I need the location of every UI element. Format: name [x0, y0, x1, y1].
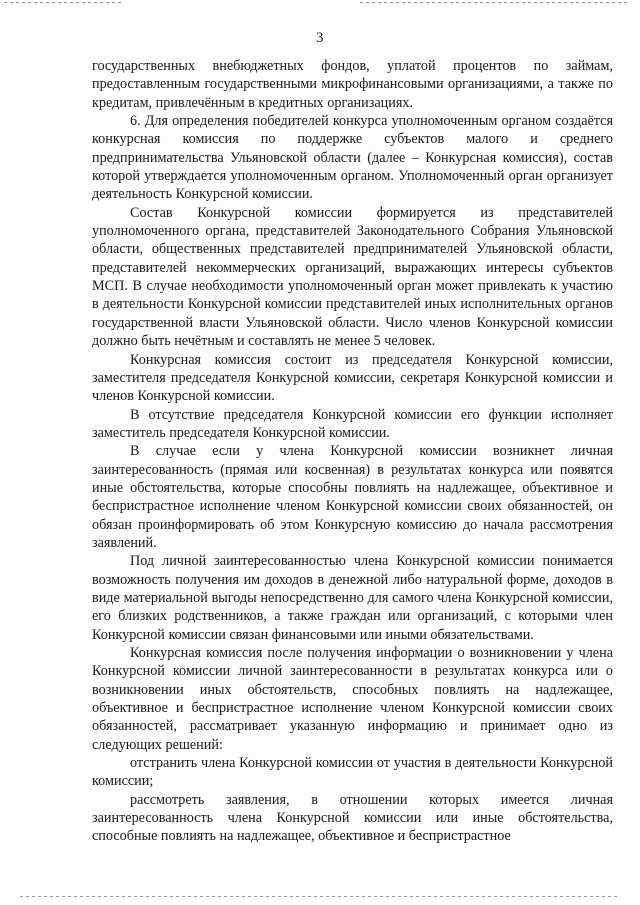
- paragraph: В отсутствие председателя Конкурсной комиссии его функции исполняет заместитель председателя Конкурсной комиссии.: [92, 406, 613, 441]
- paragraph: В случае если у члена Конкурсной комиссии возникнет личная заинтересованность (прямая или косвенная) в результатах конкурса или появятся иные обстоятельства, которые способны повлиять на надлежащее, объективное и беспристрастное исполнение членом Конкурсной комиссии своих обязанностей, он обязан проинформировать об этом Конкурсную комиссию до начала рассмотрения заявлений.: [92, 443, 613, 551]
- paragraph: Под личной заинтересованностью члена Конкурсной комиссии понимается возможность получения им доходов в денежной либо натуральной форме, доходов в виде материальной выгоды непосредственно для самого члена Конкурсной комиссии, его близких родственников, а также граждан или организаций, с которыми член Конкурсной комиссии связан финансовыми или иными обязательствами.: [92, 553, 613, 643]
- paragraph: Конкурсная комиссия состоит из председателя Конкурсной комиссии, заместителя председателя Конкурсной комиссии, секретаря Конкурсной комиссии и членов Конкурсной комиссии.: [92, 351, 613, 405]
- page-number: 3: [316, 30, 324, 46]
- scan-edge-top-left: [4, 2, 124, 3]
- paragraph: государственных внебюджетных фондов, уплатой процентов по займам, предоставленным государственными микрофинансовыми организациями, а также по кредитам, привлечённым в кредитных организациях.: [92, 58, 613, 111]
- paragraph: отстранить члена Конкурсной комиссии от участия в деятельности Конкурсной комиссии;: [92, 755, 613, 790]
- paragraph: Конкурсная комиссия после получения информации о возникновении у члена Конкурсной комиссии личной заинтересованности в результатах конкурса или о возникновении иных обстоятельств, способных повлиять на надлежащее, объективное и беспристрастное исполнение членом Конкурсной комиссии своих обязанностей, рассматривает указанную информацию и принимает одно из следующих решений:: [92, 645, 613, 753]
- scan-edge-top-right: [360, 2, 630, 3]
- document-body: [92, 57, 613, 846]
- paragraph: рассмотреть заявления, в отношении которых имеется личная заинтересованность члена Конкурсной комиссии или иные обстоятельства, способные повлиять на надлежащее, объективное и беспристрастное: [92, 791, 613, 845]
- paragraph: 6. Для определения победителей конкурса уполномоченным органом создаётся конкурсная комиссия по поддержке субъектов малого и среднего предпринимательства Ульяновской области (далее – Конкурсная комиссия), состав которой утверждается уполномоченным органом. Уполномоченный орган организует деятельность Конкурсной комиссии.: [92, 113, 613, 203]
- scan-edge-bottom: [20, 896, 620, 897]
- paragraph: Состав Конкурсной комиссии формируется из представителей уполномоченного органа, представителей Законодательного Собрания Ульяновской области, общественных представителей предпринимателей Ульяновской области, представителей некоммерческих организаций, выражающих интересы субъектов МСП. В случае необходимости уполномоченный орган может привлекать к участию в деятельности Конкурсной комиссии представителей иных исполнительных органов государственной власти Ульяновской области. Число членов Конкурсной комиссии должно быть нечётным и составлять не менее 5 человек.: [92, 204, 613, 350]
